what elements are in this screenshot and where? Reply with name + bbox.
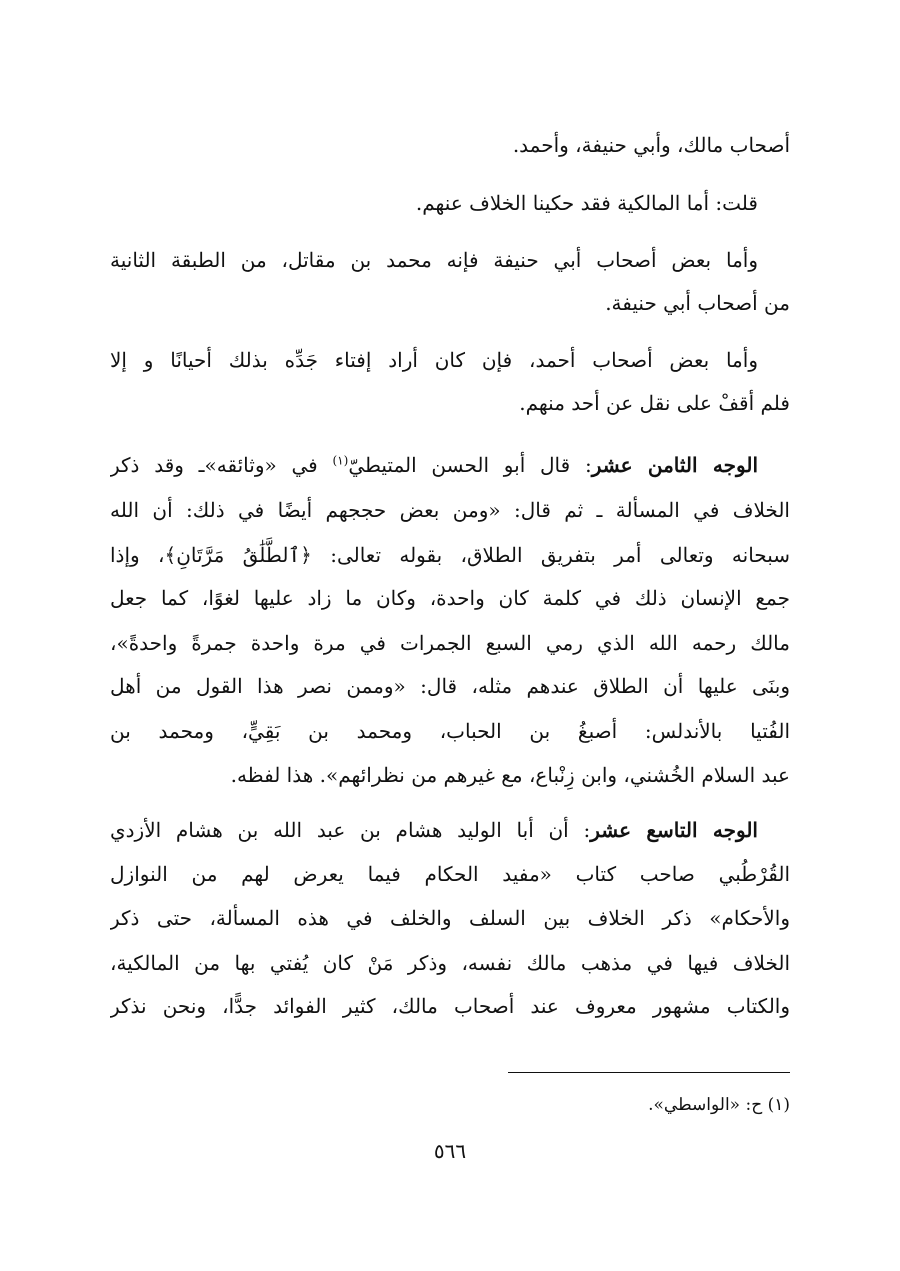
text-line: جمع الإنسان ذلك في كلمة كان واحدة، وكان ما زاد عليها لغوًا، كما جعل — [110, 586, 790, 610]
text-line: القُرْطُبي صاحب كتاب «مفيد الحكام فيما يعرض لهم من النوازل — [110, 862, 790, 886]
text-line: مالك رحمه الله الذي رمي السبع الجمرات في مرة واحدة جمرةً واحدةً»، — [110, 631, 790, 655]
text-span: : أن أبا الوليد هشام بن عبد الله بن هشام الأزدي — [110, 818, 591, 842]
section-heading: الوجه التاسع عشر — [590, 818, 758, 842]
text-line: قلت: أما المالكية فقد حكينا الخلاف عنهم. — [415, 191, 758, 215]
footnote-divider — [508, 1072, 790, 1073]
text-line: والكتاب مشهور معروف عند أصحاب مالك، كثير الفوائد جدًّا، ونحن نذكر — [110, 994, 790, 1018]
text-line — [110, 443, 790, 487]
text-line — [110, 808, 790, 852]
footnote-marker[interactable]: (١) — [332, 453, 349, 468]
footnote: (١) ح: «الواسطي». — [648, 1095, 790, 1115]
text-span: : قال أبو الحسن المتيطيّ — [348, 453, 592, 477]
text-line: وبنَى عليها أن الطلاق عندهم مثله، قال: «وممن نصر هذا القول من أهل — [110, 674, 790, 698]
text-span: في «وثائقه»ـ وقد ذكر — [110, 453, 333, 477]
text-line: الفُتيا بالأندلس: أصبغُ بن الحباب، ومحمد بن بَقِيٍّ، ومحمد بن — [110, 719, 790, 743]
text-line: الخلاف فيها في مذهب مالك نفسه، وذكر مَنْ كان يُفتي بها من المالكية، — [110, 951, 790, 975]
text-line: عبد السلام الخُشني، وابن زِنْباع، مع غيرهم من نظرائهم». هذا لفظه. — [230, 763, 790, 787]
section-heading: الوجه الثامن عشر — [591, 453, 758, 477]
text-line: فلم أقفْ على نقل عن أحد منهم. — [519, 391, 790, 415]
text-line: من أصحاب أبي حنيفة. — [605, 291, 790, 315]
text-line: أصحاب مالك، وأبي حنيفة، وأحمد. — [512, 133, 790, 157]
text-line: الخلاف في المسألة ـ ثم قال: «ومن بعض حججهم أيضًا في ذلك: أن الله — [110, 498, 790, 522]
page-number: ٥٦٦ — [433, 1139, 467, 1163]
text-line: وأما بعض أصحاب أحمد، فإن كان أراد إفتاء جَدِّه بذلك أحيانًا و إلا — [110, 348, 758, 372]
text-line: سبحانه وتعالى أمر بتفريق الطلاق، بقوله تعالى: ﴿ٱلطَّلَٰقُ مَرَّتَانِ﴾، وإذا — [110, 543, 790, 567]
text-line: وأما بعض أصحاب أبي حنيفة فإنه محمد بن مقاتل، من الطبقة الثانية — [110, 248, 758, 272]
text-line: والأحكام» ذكر الخلاف بين السلف والخلف في هذه المسألة، حتى ذكر — [110, 906, 790, 930]
